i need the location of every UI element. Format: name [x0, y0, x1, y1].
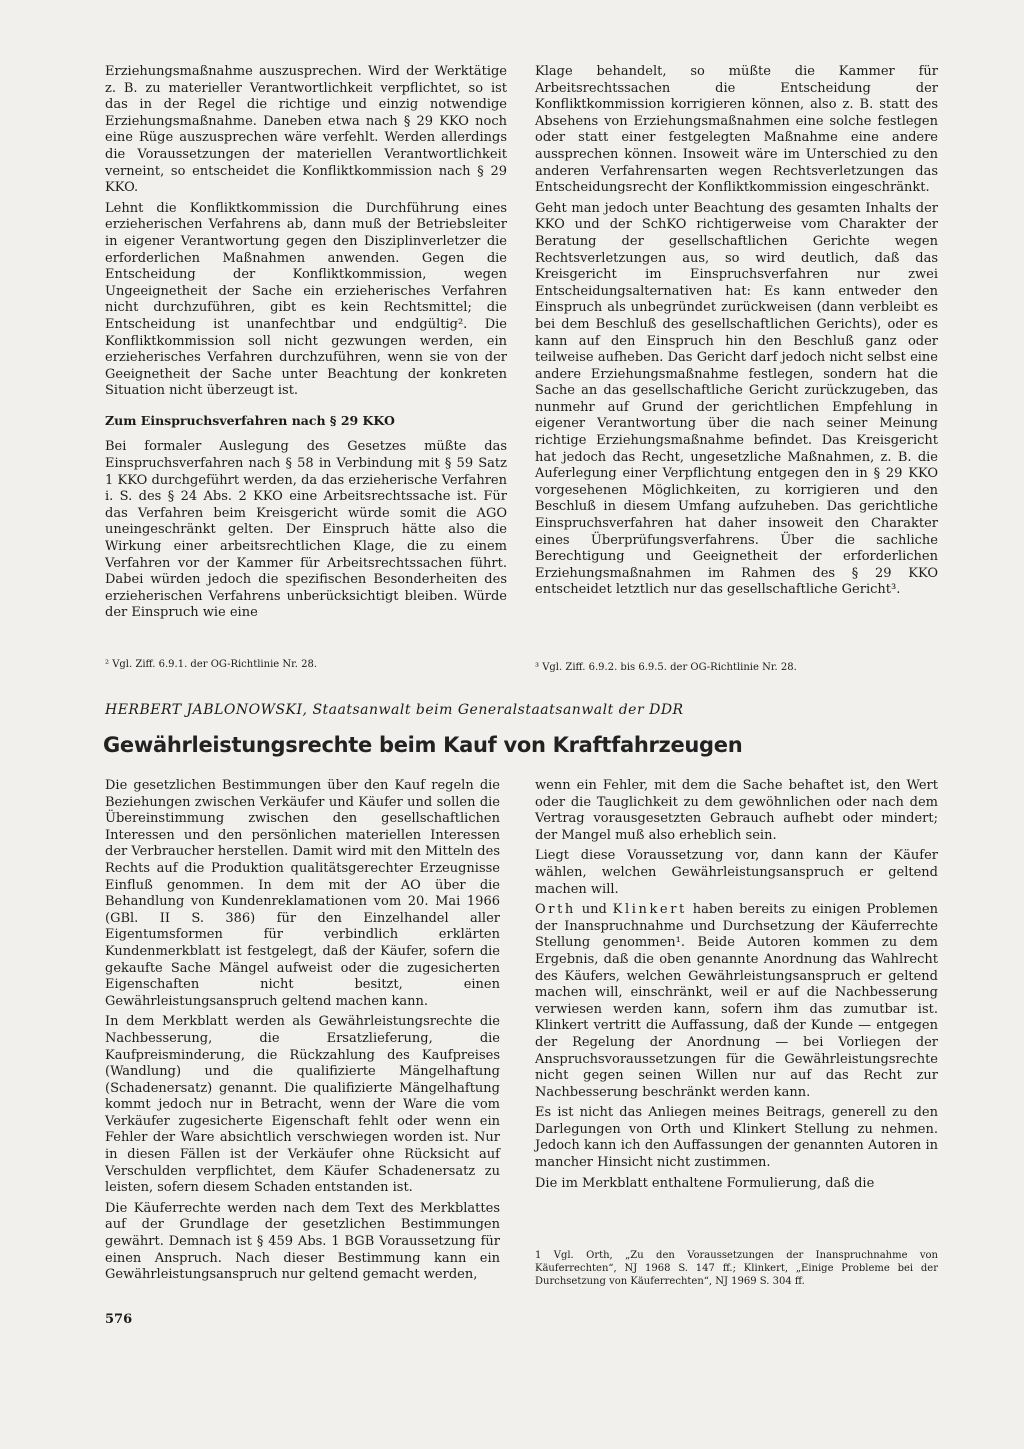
paragraph: Erziehungsmaßnahme auszusprechen. Wird der Werktätige z. B. zu materieller Verantwortlichkeit verpflichtet, so ist das in der Regel die richtige und einzig notwendige Erziehungsmaßnahme. Daneben etwa nach § 29 KKO noch eine Rüge auszusprechen wäre verfehlt. Werden allerdings die Voraussetzungen der materiellen Verantwortlichkeit verneint, so entscheidet die Konfliktkommission nach § 29 KKO. — [105, 64, 507, 196]
footnote: 1 Vgl. Orth, „Zu den Voraussetzungen der Inanspruchnahme von Käuferrechten“, NJ 1968 S. 147 ff.; Klinkert, „Einige Probleme bei der Durchsetzung von Käuferrechten“, NJ 1969 S. 304 ff. — [535, 1250, 938, 1287]
paragraph: Die Käuferrechte werden nach dem Text des Merkblattes auf der Grundlage der gesetzlichen Bestimmungen gewährt. Demnach ist § 459 Abs. 1 BGB Voraussetzung für einen Anspruch. Nach dieser Bestimmung kann ein Gewährleistungsanspruch nur geltend gemacht werden, — [105, 1200, 500, 1283]
article-byline: HERBERT JABLONOWSKI, Staatsanwalt beim Generalstaatsanwalt der DDR — [105, 702, 684, 718]
paragraph: Die im Merkblatt enthaltene Formulierung, daß die — [535, 1175, 875, 1191]
paragraph: wenn ein Fehler, mit dem die Sache behaftet ist, den Wert oder die Tauglichkeit zu dem gewöhnlichen oder nach dem Vertrag vorausgesetzten Gebrauch aufhebt oder mindert; der Mangel muß also erheblich sein. — [535, 778, 938, 843]
paragraph: Die gesetzlichen Bestimmungen über den Kauf regeln die Beziehungen zwischen Verkäufer und Käufer und sollen die Übereinstimmung zwischen den gesellschaftlichen Interessen und den persönlichen materiellen Interessen der Verbraucher herstellen. Damit wird mit den Mitteln des Rechts auf die Produktion qualitätsgerechter Erzeugnisse Einfluß genommen. In dem mit der AO über die Behandlung von Kundenreklamationen vom 20. Mai 1966 (GBl. II S. 386) für den Einzelhandel aller Eigentumsformen für verbindlich erklärten Kundenmerkblatt ist festgelegt, daß der Käufer, sofern die gekaufte Sache Mängel aufweist oder die zugesicherten Eigenschaften nicht besitzt, einen Gewährleistungsanspruch geltend machen kann. — [105, 778, 500, 1009]
paragraph: Liegt diese Voraussetzung vor, dann kann der Käufer wählen, welchen Gewährleistungsanspruch er geltend machen will. — [535, 848, 938, 897]
paragraph: Geht man jedoch unter Beachtung des gesamten Inhalts der KKO und der SchKO richtigerweise vom Charakter der Beratung der gesellschaftlichen Gerichte wegen Rechtsverletzungen aus, so wird deutlich, daß das Kreisgericht im Einspruchsverfahren nur zwei Entscheidungsalternativen hat: Es kann entweder den Einspruch als unbegründet zurückweisen (dann verbleibt es bei dem Beschluß des gesellschaftlichen Gerichts), oder es kann auf den Einspruch hin den Beschluß ganz oder teilweise aufheben. Das Gericht darf jedoch nicht selbst eine andere Erziehungsmaßnahme festlegen, sondern hat die Sache an das gesellschaftliche Gericht zurückzugeben, das nunmehr auf Grund der gerichtlichen Empfehlung in eigener Verantwortung über die nach seiner Meinung richtige Erziehungsmaßnahme befindet. Das Kreisgericht hat jedoch das Recht, ungesetzliche Maßnahmen, z. B. die Auferlegung einer Verpflichtung entgegen den in § 29 KKO vorgesehenen Möglichkeiten, zu korrigieren und den Beschluß in diesem Umfang aufzuheben. Das gerichtliche Einspruchsverfahren hat daher insoweit den Charakter eines Überprüfungsverfahrens. Über die sachliche Berechtigung und Geeignetheit der erforderlichen Erziehungsmaßnahmen im Rahmen des § 29 KKO entscheidet letztlich nur das gesellschaftliche Gericht³. — [535, 200, 938, 598]
paragraph: Klage behandelt, so müßte die Kammer für Arbeitsrechtssachen die Entscheidung der Konfliktkommission korrigieren können, also z. B. statt des Absehens von Erziehungsmaßnahmen eine solche festlegen oder statt einer festgelegten Maßnahme eine andere aussprechen können. Insoweit wäre im Unterschied zu den anderen Verfahrensarten wegen Rechtsverletzungen das Entscheidungsrecht der Konfliktkommission eingeschränkt. — [535, 64, 938, 196]
paragraph: Bei formaler Auslegung des Gesetzes müßte das Einspruchsverfahren nach § 58 in Verbindung mit § 59 Satz 1 KKO durchgeführt werden, da das erzieherische Verfahren i. S. des § 24 Abs. 2 KKO eine Arbeitsrechtssache ist. Für das Verfahren beim Kreisgericht würde somit die AGO uneingeschränkt gelten. Der Einspruch hätte also die Wirkung einer arbeitsrechtlichen Klage, die zu einem Verfahren vor der Kammer für Arbeitsrechtssachen führt. Dabei würden jedoch die spezifischen Besonderheiten des erzieherischen Verfahrens unberücksichtigt bleiben. Würde der Einspruch wie eine — [105, 439, 507, 621]
author-name: Klinkert — [612, 902, 687, 918]
top-left-column — [105, 64, 507, 624]
paragraph — [535, 902, 938, 1101]
paragraph: Lehnt die Konfliktkommission die Durchführung eines erzieherischen Verfahrens ab, dann muß der Betriebsleiter in eigener Verantwortung gegen den Disziplinverletzer die erforderlichen Maßnahmen anwenden. Gegen die Entscheidung der Konfliktkommission, wegen Ungeeignetheit der Sache ein erzieherisches Verfahren nicht durchzuführen, gibt es kein Rechtsmittel; die Entscheidung ist unanfechtbar und endgültig². Die Konfliktkommission soll nicht gezwungen werden, ein erzieherisches Verfahren durchzuführen, wenn sie von der Geeignetheit der Sache unter Beachtung der konkreten Situation nicht überzeugt ist. — [105, 200, 507, 399]
page-number: 576 — [105, 1312, 133, 1327]
footnote: ² Vgl. Ziff. 6.9.1. der OG-Richtlinie Nr. 28. — [105, 659, 318, 670]
conjunction: und — [575, 902, 613, 918]
paragraph-text: haben bereits zu einigen Problemen der Inanspruchnahme und Durchsetzung der Käuferrechte Stellung genommen¹. Beide Autoren kommen zu dem Ergebnis, daß die oben genannte Anordnung das Wahlrecht des Käufers, welchen Gewährleistungsanspruch er geltend machen will, einschränkt, weil er auf die Nachbesserung verwiesen werden kann, sofern ihm das zumutbar ist. Klinkert vertritt die Auffassung, daß der Kunde — entgegen der Regelung der Anordnung — bei Vorliegen der Anspruchsvoraussetzungen für die Gewährleistungsrechte nicht gegen seinen Willen nur auf das Recht zur Nachbesserung beschränkt werden kann. — [535, 902, 938, 1100]
top-right-column — [535, 64, 938, 601]
article-headline: Gewährleistungsrechte beim Kauf von Kraftfahrzeugen — [103, 733, 743, 757]
paragraph: Es ist nicht das Anliegen meines Beitrags, generell zu den Darlegungen von Orth und Klinkert Stellung zu nehmen. Jedoch kann ich den Auffassungen der genannten Autoren in mancher Hinsicht nicht zustimmen. — [535, 1105, 938, 1171]
author-name: Orth — [535, 902, 576, 918]
footnote: ³ Vgl. Ziff. 6.9.2. bis 6.9.5. der OG-Richtlinie Nr. 28. — [535, 662, 797, 673]
paragraph: In dem Merkblatt werden als Gewährleistungsrechte die Nachbesserung, die Ersatzlieferung, die Kaufpreisminderung, die Rückzahlung des Kaufpreises (Wandlung) und die qualifizierte Mängelhaftung (Schadenersatz) genannt. Die qualifizierte Mängelhaftung kommt jedoch nur in Betracht, wenn der Ware die vom Verkäufer zugesicherte Eigenschaft fehlt oder wenn ein Fehler der Ware absichtlich verschwiegen worden ist. Nur in diesen Fällen ist der Verkäufer ohne Rücksicht auf Verschulden verpflichtet, dem Käufer Schadenersatz zu leisten, sofern diesem Schaden entstanden ist. — [105, 1014, 500, 1196]
article-right-column — [535, 778, 938, 1194]
section-heading: Zum Einspruchsverfahren nach § 29 KKO — [105, 412, 395, 428]
article-left-column — [105, 778, 500, 1286]
